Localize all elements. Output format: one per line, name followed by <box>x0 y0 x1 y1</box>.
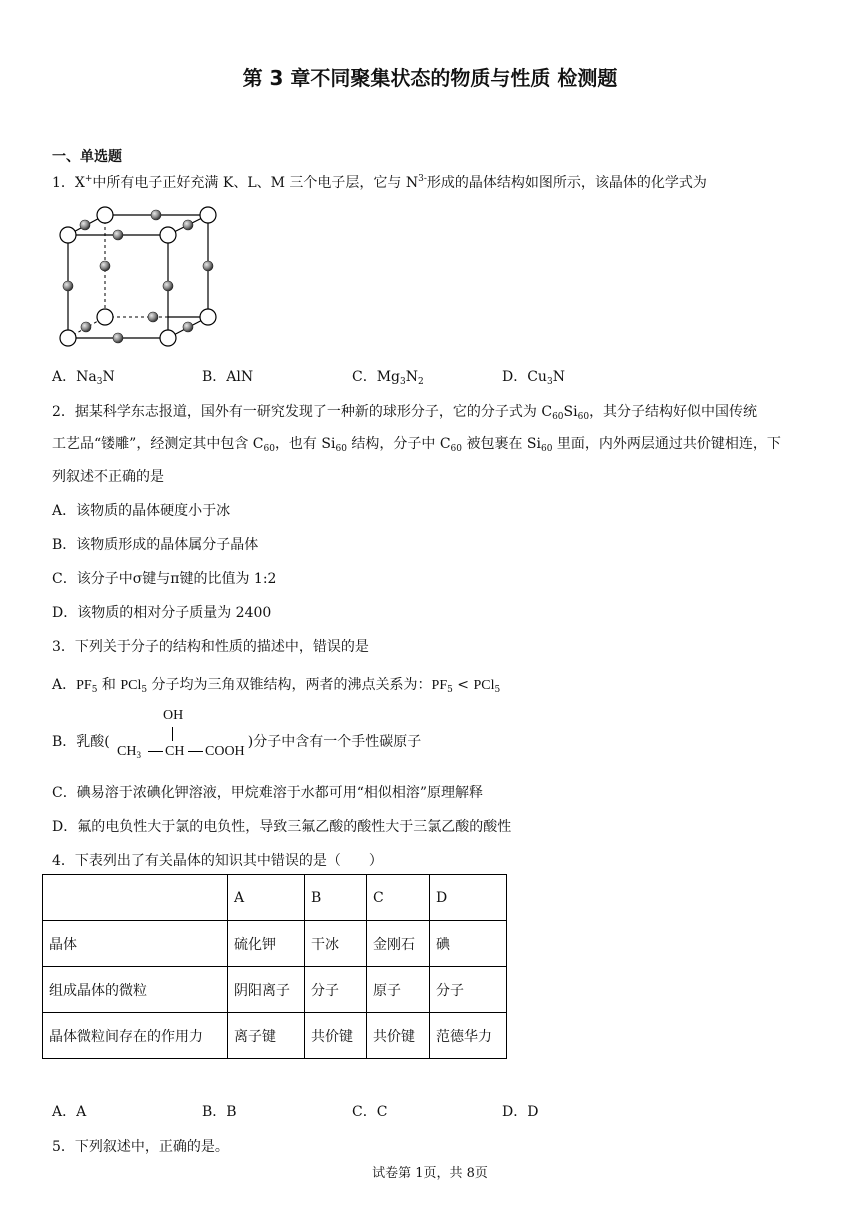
lactic-acid-ch: CH <box>165 744 185 759</box>
lactic-acid-oh-label: OH <box>163 708 184 723</box>
page-footer: 试卷第 1页，共 8页 <box>372 1166 488 1181</box>
q2-option-b[interactable]: B．该物质形成的晶体属分子晶体 <box>52 537 259 553</box>
crystal-structure-diagram <box>50 200 230 350</box>
crystal-table <box>42 874 507 1059</box>
question-2-stem-line-3: 列叙述不正确的是 <box>52 469 164 485</box>
table-row: 晶体微粒间存在的作用力 离子键 共价键 共价键 范德华力 <box>43 1013 507 1059</box>
q4-option-d[interactable]: D．D <box>502 1104 539 1120</box>
q1-option-c[interactable]: C．$Mg_3N_2$ <box>352 369 424 387</box>
q4-option-a[interactable]: A．A <box>52 1104 87 1120</box>
q3-option-c[interactable]: C．碘易溶于浓碘化钾溶液，甲烷难溶于水都可用“相似相溶”原理解释 <box>52 785 484 801</box>
question-1-stem: 1．X+中所有电子正好充满 K、L、M 三个电子层，它与 $N^{3-}$形成的晶体结构如图所示，该晶体的化学式为 <box>52 174 707 191</box>
table-row: 晶体 硫化钾 干冰 金刚石 碘 <box>43 921 507 967</box>
question-4-stem: 4．下表列出了有关晶体的知识其中错误的是（ ） <box>52 853 383 869</box>
table-row: 组成晶体的微粒 阴阳离子 分子 原子 分子 <box>43 967 507 1013</box>
q3-option-a[interactable]: A．$PF_5$ 和 PCl$_5$ 分子均为三角双锥结构，两者的沸点关系为：$PF_5 < PCl_5$ <box>52 677 501 695</box>
q4-option-b[interactable]: B．B <box>202 1104 237 1120</box>
q2-option-d[interactable]: D．该物质的相对分子质量为 2400 <box>52 605 272 621</box>
q1-option-d[interactable]: D．$Cu_3N$ <box>502 369 565 387</box>
question-3-stem: 3．下列关于分子的结构和性质的描述中，错误的是 <box>52 639 369 655</box>
page-title: 第 3 章不同聚集状态的物质与性质 检测题 <box>242 66 618 90</box>
q4-option-c[interactable]: C．C <box>352 1104 388 1120</box>
q2-option-c[interactable]: C．该分子中σ键与π键的比值为 1:2 <box>52 571 277 587</box>
lactic-acid-cooh: COOH <box>205 744 245 759</box>
lactic-acid-vertical-bond <box>172 727 173 741</box>
question-2-stem-line-2: 工艺品“镂雕”，经测定其中包含 $C_{60}$，也有 $Si_{60}$ 结构，分子中 $C_{60}$ 被包裹在 $Si_{60}$ 里面，内外两层通过共价键相连，下 <box>52 436 781 454</box>
table-row: A B C D <box>43 875 507 921</box>
question-2-stem-line-1: 2．据某科学东志报道，国外有一研究发现了一种新的球形分子，它的分子式为 $C_{60}Si_{60}$，其分子结构好似中国传统 <box>52 404 758 422</box>
lactic-acid-bond-2 <box>188 751 203 752</box>
q3-option-d[interactable]: D．氟的电负性大于氯的电负性，导致三氟乙酸的酸性大于三氯乙酸的酸性 <box>52 819 512 835</box>
q1-option-a[interactable]: A．$Na_3N$ <box>52 369 115 387</box>
question-1-options <box>52 366 652 387</box>
q1-option-b[interactable]: B．AlN <box>202 369 254 385</box>
q3-option-b[interactable]: B．乳酸( )分子中含有一个手性碳原子 <box>52 734 422 750</box>
section-heading: 一、单选题 <box>52 149 122 165</box>
question-4-options <box>52 1101 652 1121</box>
lactic-acid-bond-1 <box>148 751 163 752</box>
lactic-acid-ch3: $CH_3$ <box>117 744 141 760</box>
q2-option-a[interactable]: A．该物质的晶体硬度小于冰 <box>52 503 231 519</box>
question-5-stem: 5．下列叙述中，正确的是。 <box>52 1139 229 1155</box>
